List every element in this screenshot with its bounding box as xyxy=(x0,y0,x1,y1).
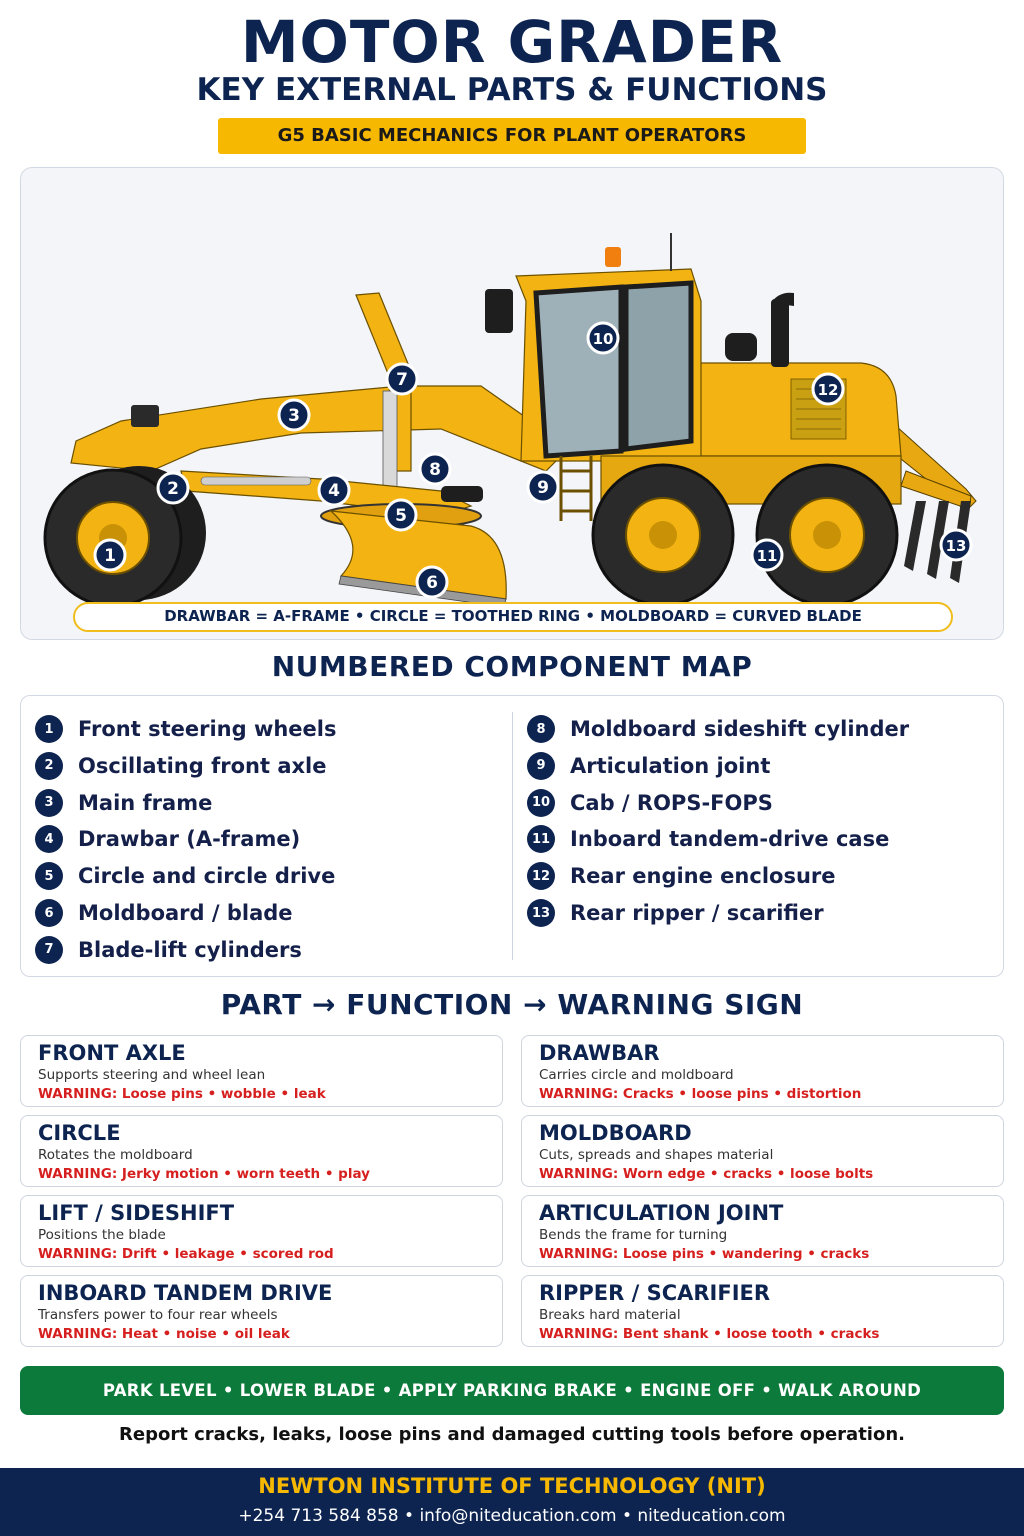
part-marker xyxy=(528,472,558,502)
part-title: ARTICULATION JOINT xyxy=(539,1201,784,1225)
part-function-card xyxy=(20,1115,503,1187)
component-item xyxy=(35,861,335,891)
part-marker xyxy=(158,473,188,503)
institute-name: NEWTON INSTITUTE OF TECHNOLOGY (NIT) xyxy=(258,1474,766,1498)
part-marker xyxy=(813,374,843,404)
component-number-badge: 2 xyxy=(35,752,63,780)
part-marker-number: 8 xyxy=(429,460,441,480)
part-marker xyxy=(417,567,447,597)
component-label: Drawbar (A-frame) xyxy=(78,827,301,852)
part-warning: WARNING: Bent shank • loose tooth • cracks xyxy=(539,1326,880,1342)
part-marker xyxy=(941,530,971,560)
function-heading: PART → FUNCTION → WARNING SIGN xyxy=(220,988,804,1021)
component-item xyxy=(527,898,824,928)
part-title: MOLDBOARD xyxy=(539,1121,692,1145)
part-title: INBOARD TANDEM DRIVE xyxy=(38,1281,333,1305)
part-function-card xyxy=(521,1195,1004,1267)
part-function-card xyxy=(20,1035,503,1107)
component-label: Blade-lift cylinders xyxy=(78,937,302,962)
part-title: CIRCLE xyxy=(38,1121,121,1145)
component-item xyxy=(527,861,836,891)
part-marker xyxy=(420,454,450,484)
part-function: Carries circle and moldboard xyxy=(539,1067,734,1083)
component-number-badge: 7 xyxy=(35,936,63,964)
part-title: LIFT / SIDESHIFT xyxy=(38,1201,235,1225)
part-marker-number: 10 xyxy=(592,330,614,348)
part-function: Cuts, spreads and shapes material xyxy=(539,1147,774,1163)
part-warning: WARNING: Worn edge • cracks • loose bolts xyxy=(539,1166,874,1182)
component-item xyxy=(35,751,326,781)
page-subtitle: KEY EXTERNAL PARTS & FUNCTIONS xyxy=(196,72,828,108)
component-number-badge: 8 xyxy=(527,715,555,743)
component-label: Front steering wheels xyxy=(78,717,337,741)
part-marker xyxy=(95,540,125,570)
part-function: Transfers power to four rear wheels xyxy=(38,1307,278,1323)
contact-info: +254 713 584 858 • info@niteducation.com • niteducation.com xyxy=(238,1506,786,1526)
part-function-card xyxy=(521,1275,1004,1347)
part-function: Supports steering and wheel lean xyxy=(38,1067,266,1083)
component-item xyxy=(35,788,212,818)
part-warning: WARNING: Loose pins • wandering • cracks xyxy=(539,1246,870,1262)
component-item xyxy=(527,751,770,781)
component-number-badge: 6 xyxy=(35,899,63,927)
component-item xyxy=(35,714,337,744)
part-marker xyxy=(588,323,618,353)
part-warning: WARNING: Drift • leakage • scored rod xyxy=(38,1246,334,1262)
part-function-card xyxy=(521,1035,1004,1107)
part-function: Breaks hard material xyxy=(539,1307,681,1323)
part-title: FRONT AXLE xyxy=(38,1041,186,1065)
report-reminder: Report cracks, leaks, loose pins and damaged cutting tools before operation. xyxy=(119,1424,905,1445)
component-item xyxy=(527,714,909,744)
part-marker-number: 7 xyxy=(396,370,408,390)
part-marker-number: 3 xyxy=(288,406,300,426)
component-label: Circle and circle drive xyxy=(78,864,336,889)
walkaround-steps-banner: PARK LEVEL • LOWER BLADE • APPLY PARKING BRAKE • ENGINE OFF • WALK AROUND xyxy=(20,1366,1004,1415)
column-divider xyxy=(512,712,513,960)
part-function: Bends the frame for turning xyxy=(539,1227,728,1243)
part-marker xyxy=(319,475,349,505)
component-number-badge: 11 xyxy=(527,825,555,853)
part-function-card xyxy=(20,1275,503,1347)
ripper-graphic xyxy=(891,426,976,511)
part-title: DRAWBAR xyxy=(539,1041,660,1065)
terminology-glossary: DRAWBAR = A-FRAME • CIRCLE = TOOTHED RING • MOLDBOARD = CURVED BLADE xyxy=(73,602,953,632)
component-item xyxy=(35,935,302,965)
component-label: Moldboard / blade xyxy=(78,901,293,925)
part-marker-number: 2 xyxy=(167,479,179,499)
part-marker xyxy=(279,400,309,430)
part-warning: WARNING: Cracks • loose pins • distortion xyxy=(539,1086,862,1102)
component-number-badge: 12 xyxy=(527,862,555,890)
grader-figure xyxy=(20,167,1004,640)
part-warning: WARNING: Jerky motion • worn teeth • play xyxy=(38,1166,370,1182)
part-function-card xyxy=(20,1195,503,1267)
part-marker-number: 6 xyxy=(426,573,438,593)
part-marker xyxy=(386,500,416,530)
component-label: Main frame xyxy=(78,790,213,815)
part-warning: WARNING: Heat • noise • oil leak xyxy=(38,1326,290,1342)
component-label: Cab / ROPS-FOPS xyxy=(570,790,773,815)
part-marker-number: 1 xyxy=(104,546,116,566)
component-number-badge: 5 xyxy=(35,862,63,890)
component-number-badge: 13 xyxy=(527,899,555,927)
part-marker xyxy=(752,540,782,570)
component-map-heading: NUMBERED COMPONENT MAP xyxy=(271,650,753,683)
component-item xyxy=(35,898,293,928)
component-number-badge: 4 xyxy=(35,825,63,853)
component-number-badge: 10 xyxy=(527,789,555,817)
component-number-badge: 1 xyxy=(35,715,63,743)
component-label: Inboard tandem-drive case xyxy=(570,827,890,852)
component-number-badge: 3 xyxy=(35,789,63,817)
page-title: MOTOR GRADER xyxy=(240,8,784,76)
component-item xyxy=(527,824,889,854)
part-warning: WARNING: Loose pins • wobble • leak xyxy=(38,1086,326,1102)
component-label: Articulation joint xyxy=(570,753,771,778)
grader-illustration xyxy=(21,168,1004,640)
part-title: RIPPER / SCARIFIER xyxy=(539,1281,771,1305)
part-marker-number: 9 xyxy=(537,478,549,498)
component-label: Rear ripper / scarifier xyxy=(570,901,824,925)
component-label: Rear engine enclosure xyxy=(570,864,836,889)
component-label: Moldboard sideshift cylinder xyxy=(570,717,910,741)
part-marker-number: 13 xyxy=(945,537,967,555)
component-item xyxy=(527,788,773,818)
part-marker-number: 12 xyxy=(817,381,839,399)
part-marker-number: 4 xyxy=(328,481,340,501)
part-marker-number: 11 xyxy=(756,547,778,565)
component-item xyxy=(35,824,300,854)
part-marker xyxy=(387,364,417,394)
component-number-badge: 9 xyxy=(527,752,555,780)
component-label: Oscillating front axle xyxy=(78,753,327,778)
part-function-card xyxy=(521,1115,1004,1187)
footer xyxy=(0,1468,1024,1536)
component-map xyxy=(20,695,1004,977)
course-banner: G5 BASIC MECHANICS FOR PLANT OPERATORS xyxy=(218,118,806,154)
part-marker-number: 5 xyxy=(395,506,407,526)
part-function: Rotates the moldboard xyxy=(38,1147,193,1163)
part-function: Positions the blade xyxy=(38,1227,166,1243)
